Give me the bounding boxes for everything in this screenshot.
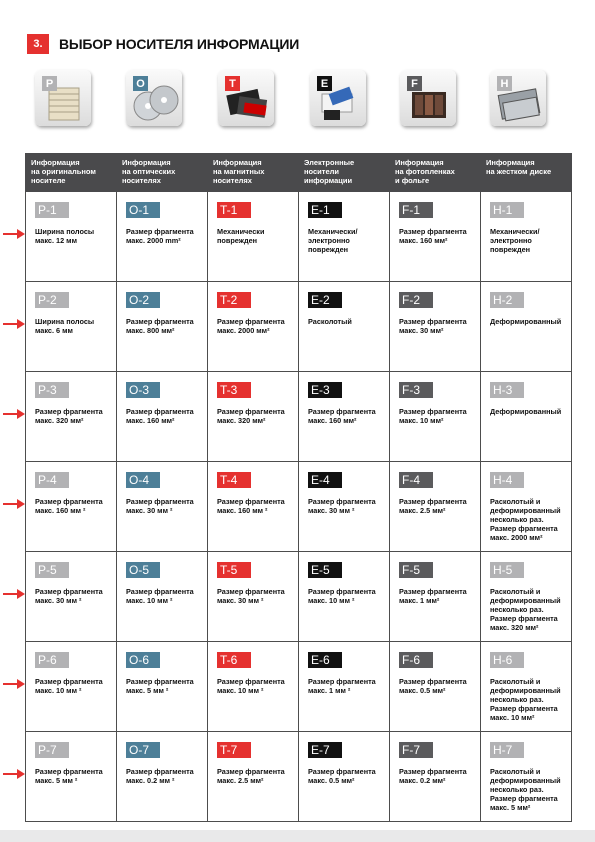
table-cell: [390, 642, 481, 732]
table-cell: [481, 642, 572, 732]
column-header: Электронные носители информации: [299, 154, 390, 192]
security-level-badge: P-2: [35, 292, 69, 308]
paper-documents-icon: [35, 70, 91, 126]
security-level-badge: O-3: [126, 382, 160, 398]
security-level-badge: T-7: [217, 742, 251, 758]
cell-description: Размер фрагмента макс. 10 мм ²: [217, 677, 285, 695]
cell-description: Размер фрагмента макс. 30 мм ²: [308, 497, 376, 515]
column-header: Информация на оригинальном носителе: [26, 154, 117, 192]
cell-description: Деформированный: [490, 317, 562, 326]
cell-description: Размер фрагмента макс. 160 мм ²: [217, 497, 285, 515]
table-cell: [299, 282, 390, 372]
cell-description: Размер фрагмента макс. 2000 mm²: [126, 227, 194, 245]
security-level-badge: E-3: [308, 382, 342, 398]
table-cell: [117, 462, 208, 552]
table-cell: [117, 732, 208, 822]
security-level-badge: T-2: [217, 292, 251, 308]
table-cell: [299, 192, 390, 282]
security-level-badge: O-7: [126, 742, 160, 758]
cell-description: Расколотый и деформированный несколько раз. Размер фрагмента макс. 10 мм²: [490, 677, 561, 722]
table-body: [26, 192, 572, 822]
security-level-badge: H-1: [490, 202, 524, 218]
column-header: Информация на магнитных носителях: [208, 154, 299, 192]
cell-description: Размер фрагмента макс. 0.5 мм²: [399, 677, 467, 695]
electronic-media-icon: [310, 70, 366, 126]
row-arrow-icon: [3, 766, 25, 776]
column-header: Информация на оптических носителях: [117, 154, 208, 192]
security-level-badge: H-2: [490, 292, 524, 308]
security-level-badge: O-2: [126, 292, 160, 308]
column-header: Информация на фотопленках и фольге: [390, 154, 481, 192]
cell-description: Расколотый и деформированный несколько раз. Размер фрагмента макс. 320 мм²: [490, 587, 561, 632]
security-level-badge: T-1: [217, 202, 251, 218]
table-cell: [26, 462, 117, 552]
table-cell: [390, 372, 481, 462]
optical-discs-icon: [126, 70, 182, 126]
table-cell: [208, 642, 299, 732]
row-arrow-icon: [3, 406, 25, 416]
table-cell: [299, 732, 390, 822]
icon-letter-badge: F: [407, 76, 422, 91]
cell-description: Размер фрагмента макс. 10 мм ²: [35, 677, 103, 695]
table-cell: [26, 372, 117, 462]
security-level-badge: T-5: [217, 562, 251, 578]
security-level-badge: H-5: [490, 562, 524, 578]
table-cell: [208, 462, 299, 552]
cell-description: Размер фрагмента макс. 30 мм ²: [217, 587, 285, 605]
security-level-badge: F-7: [399, 742, 433, 758]
cell-description: Расколотый и деформированный несколько раз. Размер фрагмента макс. 2000 мм²: [490, 497, 561, 542]
row-arrow-icon: [3, 586, 25, 596]
cell-description: Ширина полосы макс. 12 мм: [35, 227, 95, 245]
section-title: ВЫБОР НОСИТЕЛЯ ИНФОРМАЦИИ: [59, 36, 300, 52]
table-cell: [390, 732, 481, 822]
table-cell: [299, 552, 390, 642]
security-level-badge: T-4: [217, 472, 251, 488]
table-header-row: [26, 154, 572, 192]
security-level-badge: T-3: [217, 382, 251, 398]
cell-description: Расколотый и деформированный несколько раз. Размер фрагмента макс. 5 мм²: [490, 767, 561, 812]
table-cell: [299, 372, 390, 462]
security-level-badge: H-6: [490, 652, 524, 668]
cell-description: Размер фрагмента макс. 10 мм²: [399, 407, 467, 425]
cell-description: Размер фрагмента макс. 320 мм²: [35, 407, 103, 425]
table-cell: [26, 282, 117, 372]
security-level-badge: P-1: [35, 202, 69, 218]
table-cell: [481, 732, 572, 822]
table-row: [26, 192, 572, 282]
cell-description: Размер фрагмента макс. 30 мм²: [399, 317, 467, 335]
icon-letter-badge: T: [225, 76, 240, 91]
security-level-badge: P-3: [35, 382, 69, 398]
security-level-badge: F-4: [399, 472, 433, 488]
cell-description: Размер фрагмента макс. 160 мм²: [399, 227, 467, 245]
section-number-badge: 3.: [27, 34, 49, 54]
icon-letter-badge: H: [497, 76, 512, 91]
security-level-badge: E-7: [308, 742, 342, 758]
table-cell: [481, 552, 572, 642]
security-level-badge: F-3: [399, 382, 433, 398]
cell-description: Механически/ электронно поврежден: [308, 227, 358, 254]
icon-letter-badge: E: [317, 76, 332, 91]
row-arrow-icon: [3, 496, 25, 506]
cell-description: Размер фрагмента макс. 30 мм ²: [126, 497, 194, 515]
table-row: [26, 732, 572, 822]
table-cell: [117, 282, 208, 372]
cell-description: Размер фрагмента макс. 30 мм ²: [35, 587, 103, 605]
cell-description: Размер фрагмента макс. 160 мм²: [308, 407, 376, 425]
cell-description: Размер фрагмента макс. 5 мм ²: [35, 767, 103, 785]
cell-description: Ширина полосы макс. 6 мм: [35, 317, 95, 335]
table-cell: [208, 282, 299, 372]
cell-description: Размер фрагмента макс. 2.5 мм²: [399, 497, 467, 515]
media-icon-row: [27, 70, 572, 136]
hard-disk-icon: [490, 70, 546, 126]
cell-description: Размер фрагмента макс. 0.2 мм ²: [126, 767, 194, 785]
cell-description: Размер фрагмента макс. 0.2 мм²: [399, 767, 467, 785]
magnetic-media-icon: [218, 70, 274, 126]
cell-description: Расколотый: [308, 317, 352, 326]
security-level-badge: P-5: [35, 562, 69, 578]
table-cell: [117, 552, 208, 642]
cell-description: Размер фрагмента макс. 10 мм ²: [308, 587, 376, 605]
table-cell: [481, 462, 572, 552]
security-level-badge: O-5: [126, 562, 160, 578]
security-level-badge: P-4: [35, 472, 69, 488]
security-level-badge: H-7: [490, 742, 524, 758]
section-header: [27, 33, 299, 55]
table-cell: [481, 192, 572, 282]
table-row: [26, 642, 572, 732]
security-level-badge: T-6: [217, 652, 251, 668]
security-level-badge: H-4: [490, 472, 524, 488]
icon-letter-badge: O: [133, 76, 148, 91]
security-level-badge: P-6: [35, 652, 69, 668]
security-level-badge: E-1: [308, 202, 342, 218]
table-cell: [390, 282, 481, 372]
security-level-badge: O-6: [126, 652, 160, 668]
cell-description: Размер фрагмента макс. 800 мм²: [126, 317, 194, 335]
row-arrow-icon: [3, 316, 25, 326]
table-cell: [390, 462, 481, 552]
cell-description: Размер фрагмента макс. 10 мм ²: [126, 587, 194, 605]
security-level-badge: E-6: [308, 652, 342, 668]
table-cell: [117, 372, 208, 462]
cell-description: Механически поврежден: [217, 227, 265, 245]
table-cell: [117, 192, 208, 282]
table-cell: [117, 642, 208, 732]
cell-description: Механически/ электронно поврежден: [490, 227, 540, 254]
cell-description: Размер фрагмента макс. 320 мм²: [217, 407, 285, 425]
cell-description: Размер фрагмента макс. 160 мм²: [126, 407, 194, 425]
security-level-badge: P-7: [35, 742, 69, 758]
table-cell: [299, 462, 390, 552]
column-header: Информация на жестком диске: [481, 154, 572, 192]
page-footer-bar: [0, 830, 595, 842]
security-level-badge: F-1: [399, 202, 433, 218]
security-level-badge: O-1: [126, 202, 160, 218]
table-cell: [208, 732, 299, 822]
table-cell: [26, 192, 117, 282]
cell-description: Деформированный: [490, 407, 562, 416]
security-level-badge: O-4: [126, 472, 160, 488]
security-level-badge: E-4: [308, 472, 342, 488]
security-level-badge: E-5: [308, 562, 342, 578]
cell-description: Размер фрагмента макс. 1 мм ²: [308, 677, 376, 695]
table-cell: [26, 732, 117, 822]
row-arrow-icon: [3, 226, 25, 236]
table-cell: [481, 282, 572, 372]
security-level-badge: H-3: [490, 382, 524, 398]
cell-description: Размер фрагмента макс. 160 мм ²: [35, 497, 103, 515]
table-cell: [299, 642, 390, 732]
icon-letter-badge: P: [42, 76, 57, 91]
table-cell: [208, 192, 299, 282]
table-cell: [26, 552, 117, 642]
cell-description: Размер фрагмента макс. 5 мм ²: [126, 677, 194, 695]
table-row: [26, 552, 572, 642]
table-cell: [26, 642, 117, 732]
photo-film-icon: [400, 70, 456, 126]
table-cell: [208, 552, 299, 642]
cell-description: Размер фрагмента макс. 1 мм²: [399, 587, 467, 605]
security-level-badge: E-2: [308, 292, 342, 308]
table-row: [26, 462, 572, 552]
cell-description: Размер фрагмента макс. 0.5 мм²: [308, 767, 376, 785]
table-cell: [481, 372, 572, 462]
cell-description: Размер фрагмента макс. 2.5 мм²: [217, 767, 285, 785]
table-row: [26, 372, 572, 462]
security-level-badge: F-5: [399, 562, 433, 578]
table-cell: [208, 372, 299, 462]
cell-description: Размер фрагмента макс. 2000 мм²: [217, 317, 285, 335]
row-arrow-icon: [3, 676, 25, 686]
media-security-table: [25, 153, 572, 822]
table-cell: [390, 192, 481, 282]
security-level-badge: F-2: [399, 292, 433, 308]
security-level-badge: F-6: [399, 652, 433, 668]
table-row: [26, 282, 572, 372]
table-cell: [390, 552, 481, 642]
